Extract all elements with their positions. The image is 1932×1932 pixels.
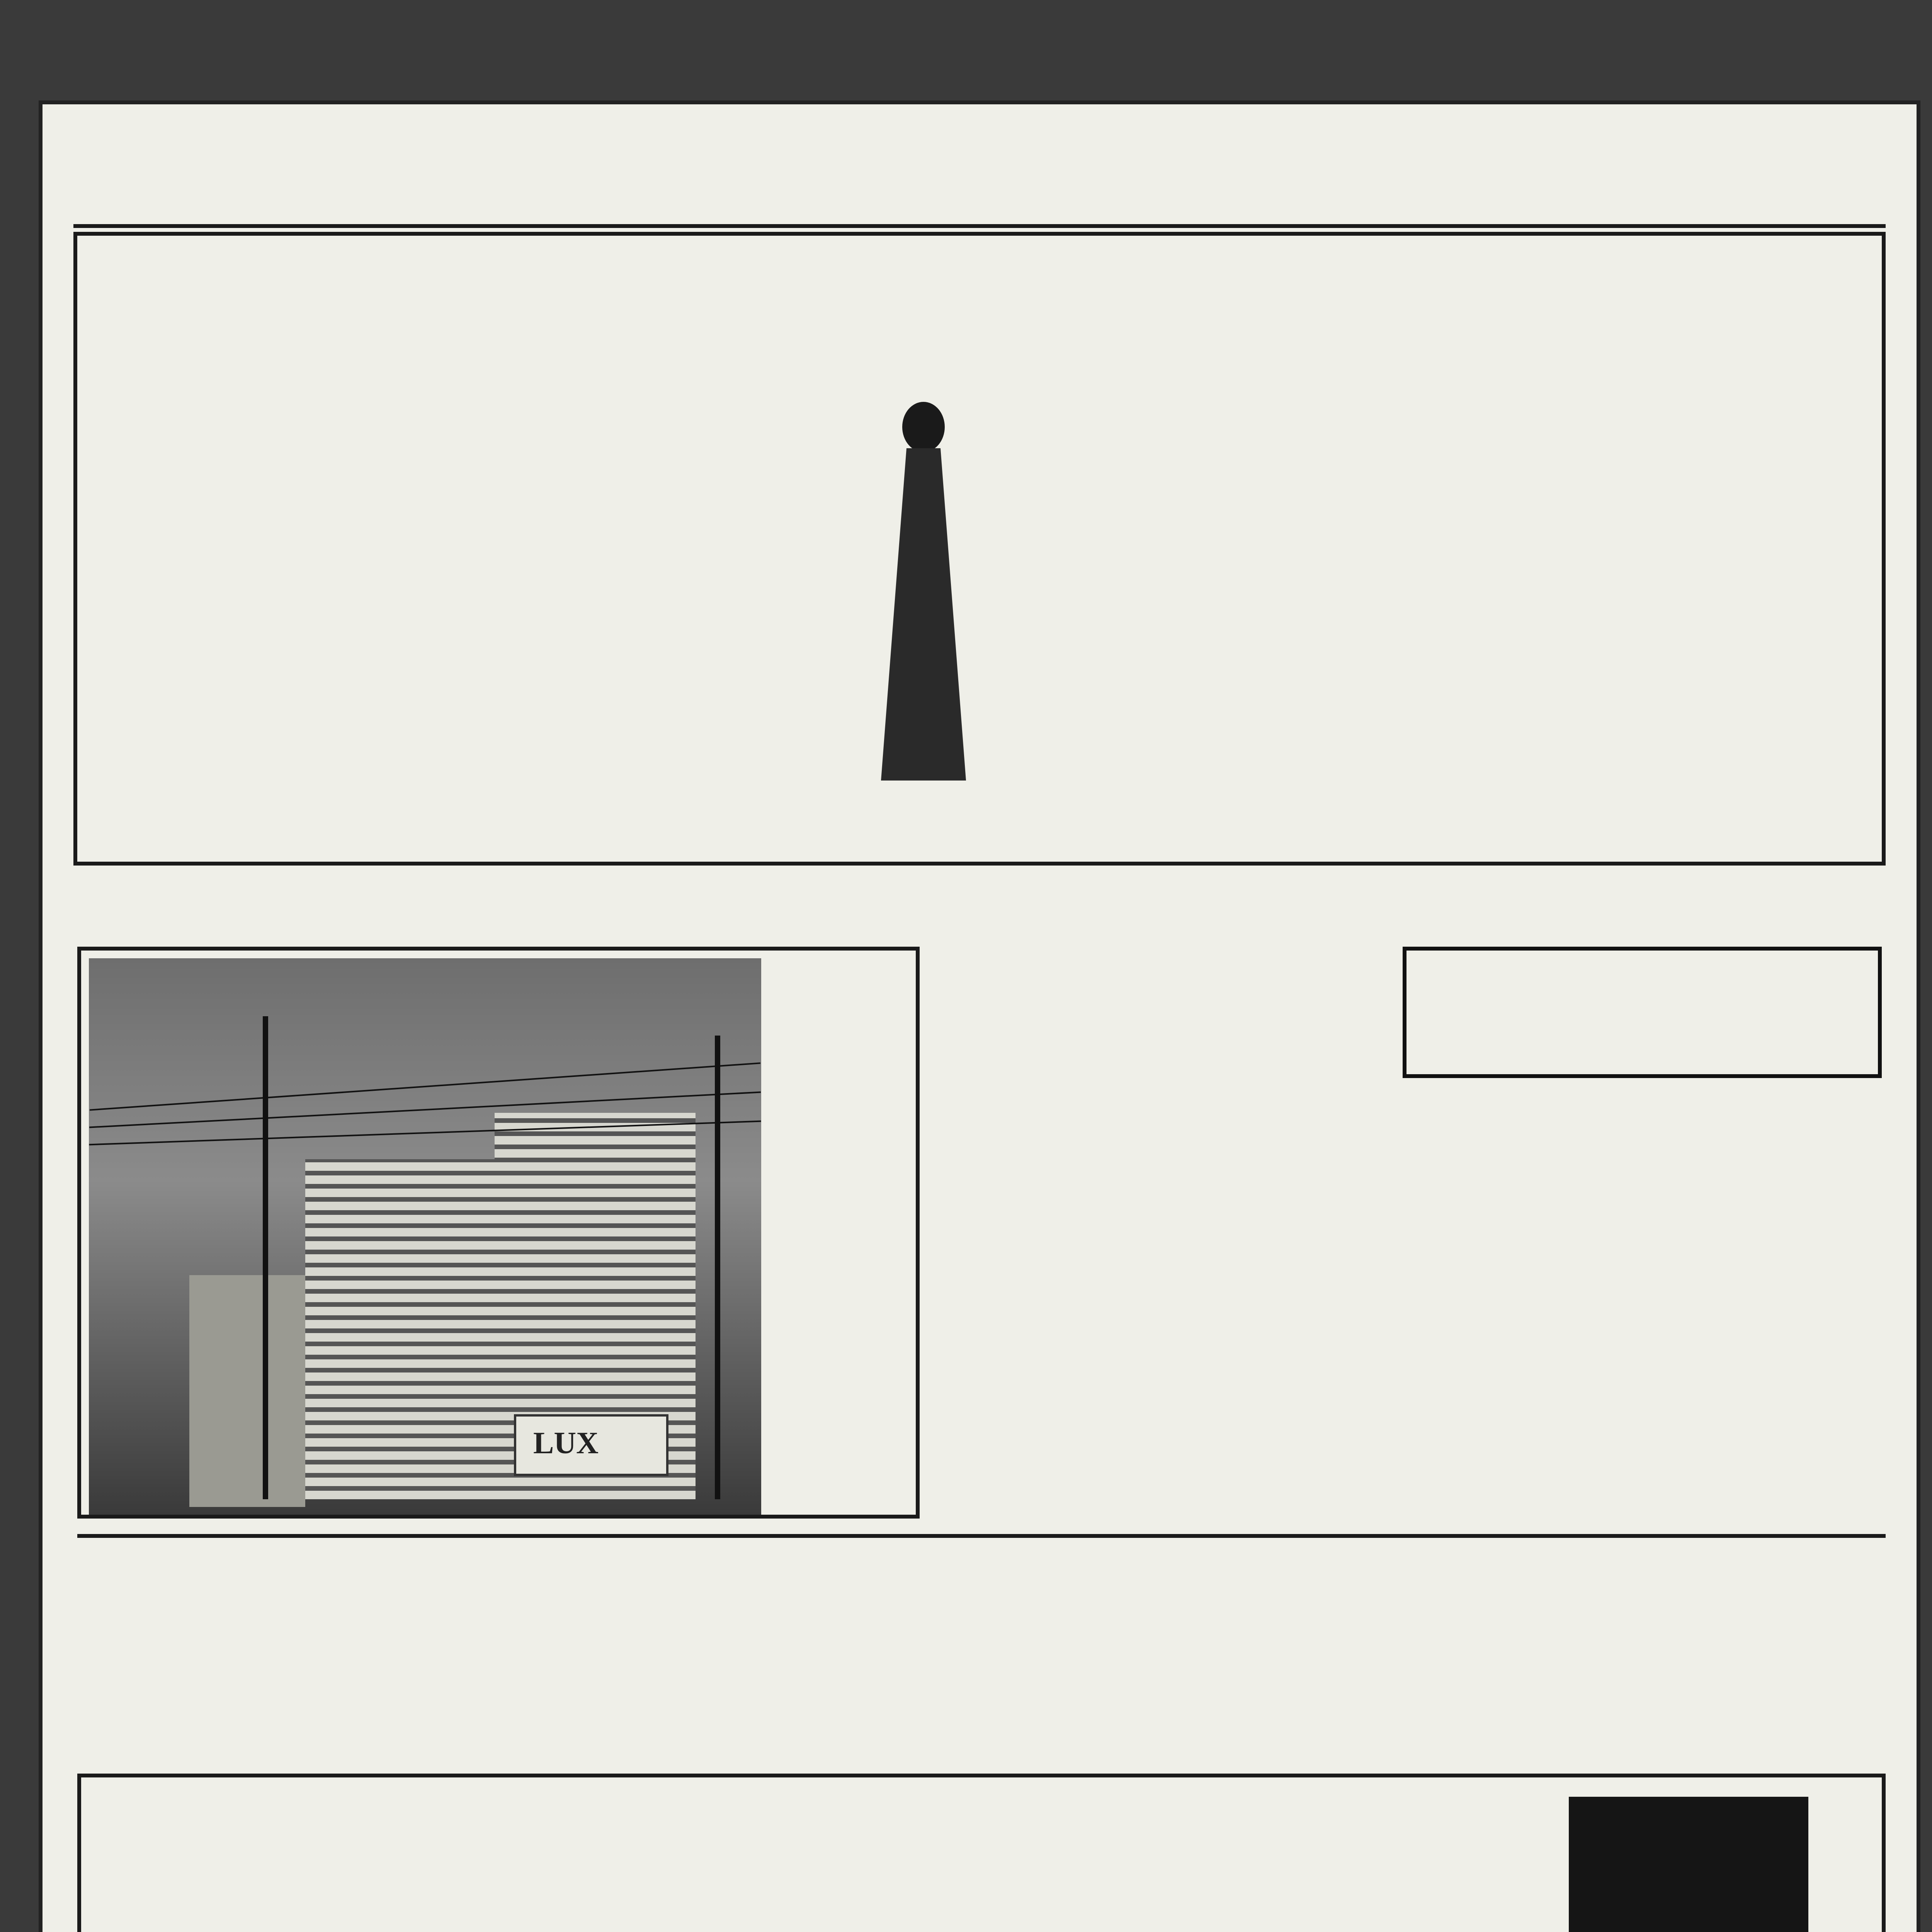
donation-list	[927, 947, 1376, 1488]
pharmacy-product-list	[425, 332, 1739, 784]
title-panel	[1569, 1797, 1808, 1932]
main-agent-products	[321, 1789, 440, 1932]
yee-lun-lines	[1403, 1136, 1882, 1503]
yee-lun-ad	[1403, 947, 1882, 1519]
hotel-photo: LUX	[89, 958, 761, 1515]
three-whip-ad	[77, 1774, 1886, 1932]
fund-names	[1209, 1542, 1406, 1766]
ruan-notice	[81, 1549, 243, 1766]
fund-list	[1209, 1542, 1488, 1766]
pharmacy-address	[166, 352, 437, 777]
drummond-text	[978, 1542, 1148, 1766]
hotel-ad	[77, 947, 920, 1519]
jun-kee-ad	[251, 1546, 769, 1770]
jun-kee-text	[553, 1546, 769, 1762]
slogan-columns	[738, 1816, 1144, 1932]
drummond-ad	[777, 1542, 1194, 1774]
yee-lun-logo	[1403, 947, 1882, 1078]
pharmacy-ad	[73, 232, 1886, 866]
newspaper-page	[39, 100, 1920, 1932]
doctor-figure-illustration	[866, 402, 981, 788]
testimonial-text	[1163, 1801, 1495, 1932]
agents-label-strip	[371, 877, 1878, 920]
jun-kee-marks	[251, 1546, 545, 1592]
canada-agents-zh	[93, 1789, 274, 1932]
